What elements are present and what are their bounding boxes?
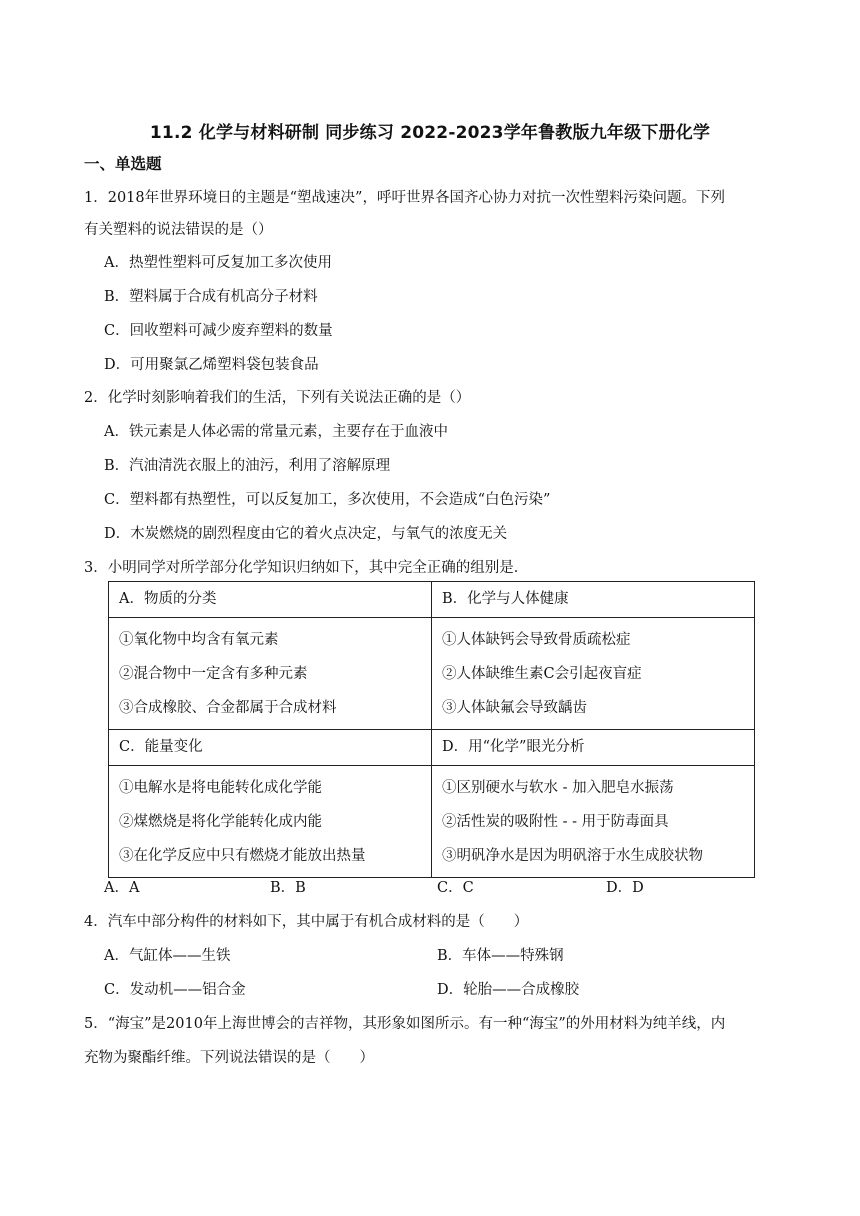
question-3-choice-c: C．C [437, 880, 474, 896]
question-1-option-b: B．塑料属于合成有机高分子材料 [104, 289, 318, 305]
question-3-choice-b: B．B [270, 880, 306, 896]
question-4-option-d: D．轮胎——合成橡胶 [437, 982, 580, 998]
table-cell-c-items [109, 766, 432, 878]
question-4-option-a: A．气缸体——生铁 [104, 948, 231, 964]
table-item: ②活性炭的吸附性 - - 用于防毒面具 [442, 814, 669, 830]
question-2-stem: 2．化学时刻影响着我们的生活，下列有关说法正确的是（） [84, 390, 471, 406]
table-item: ②煤燃烧是将化学能转化成内能 [119, 814, 322, 830]
table-header-a: A．物质的分类 [109, 582, 432, 618]
table-row [109, 730, 755, 766]
page-title: 11.2 化学与材料研制 同步练习 2022-2023学年鲁教版九年级下册化学 [149, 123, 711, 143]
question-2-option-c: C．塑料都有热塑性，可以反复加工，多次使用，不会造成“白色污染” [104, 492, 551, 508]
question-2-option-d: D．木炭燃烧的剧烈程度由它的着火点决定，与氧气的浓度无关 [104, 526, 508, 542]
table-row [109, 582, 755, 618]
question-1-option-d: D．可用聚氯乙烯塑料袋包装食品 [104, 357, 319, 373]
section-heading: 一、单选题 [84, 155, 162, 173]
question-5-stem-line-1: 5．“海宝”是2010年上海世博会的吉祥物，其形象如图所示。有一种“海宝”的外用材料为纯羊线，内 [84, 1016, 726, 1032]
table-item: ③明矾净水是因为明矾溶于水生成胶状物 [442, 848, 703, 864]
table-header-b: B．化学与人体健康 [432, 582, 755, 618]
table-item: ③在化学反应中只有燃烧才能放出热量 [119, 848, 366, 864]
question-1-stem-line-2: 有关塑料的说法错误的是（） [84, 222, 273, 238]
question-4-stem: 4．汽车中部分构件的材料如下，其中属于有机合成材料的是（ ） [84, 914, 529, 930]
question-4-option-c: C．发动机——铝合金 [104, 982, 246, 998]
table-header-d: D．用“化学”眼光分析 [432, 730, 755, 766]
table-cell-b-items [432, 618, 755, 730]
knowledge-summary-table [108, 581, 755, 878]
table-item: ③人体缺氟会导致龋齿 [442, 700, 587, 716]
question-3-choice-a: A．A [104, 880, 140, 896]
table-cell-d-items [432, 766, 755, 878]
table-item: ①区别硬水与软水 - 加入肥皂水振荡 [442, 780, 674, 796]
question-1-option-c: C．回收塑料可减少废弃塑料的数量 [104, 323, 333, 339]
question-2-option-a: A．铁元素是人体必需的常量元素，主要存在于血液中 [104, 424, 448, 440]
question-2-option-b: B．汽油清洗衣服上的油污，利用了溶解原理 [104, 458, 391, 474]
question-1-stem-line-1: 1．2018年世界环境日的主题是“塑战速决”，呼吁世界各国齐心协力对抗一次性塑料污染问题。下列 [84, 190, 725, 206]
table-row [109, 766, 755, 878]
question-3-stem: 3．小明同学对所学部分化学知识归纳如下，其中完全正确的组别是． [84, 560, 529, 576]
table-cell-a-items [109, 618, 432, 730]
question-4-option-b: B．车体——特殊钢 [437, 948, 564, 964]
question-3-choice-d: D．D [606, 880, 644, 896]
question-1-option-a: A．热塑性塑料可反复加工多次使用 [104, 255, 332, 271]
table-item: ③合成橡胶、合金都属于合成材料 [119, 700, 337, 716]
table-item: ②人体缺维生素C会引起夜盲症 [442, 666, 642, 682]
table-item: ①氧化物中均含有氧元素 [119, 632, 279, 648]
table-item: ②混合物中一定含有多种元素 [119, 666, 308, 682]
table-row [109, 618, 755, 730]
question-5-stem-line-2: 充物为聚酯纤维。下列说法错误的是（ ） [84, 1050, 374, 1066]
table-item: ①电解水是将电能转化成化学能 [119, 780, 322, 796]
table-header-c: C．能量变化 [109, 730, 432, 766]
table-item: ①人体缺钙会导致骨质疏松症 [442, 632, 631, 648]
